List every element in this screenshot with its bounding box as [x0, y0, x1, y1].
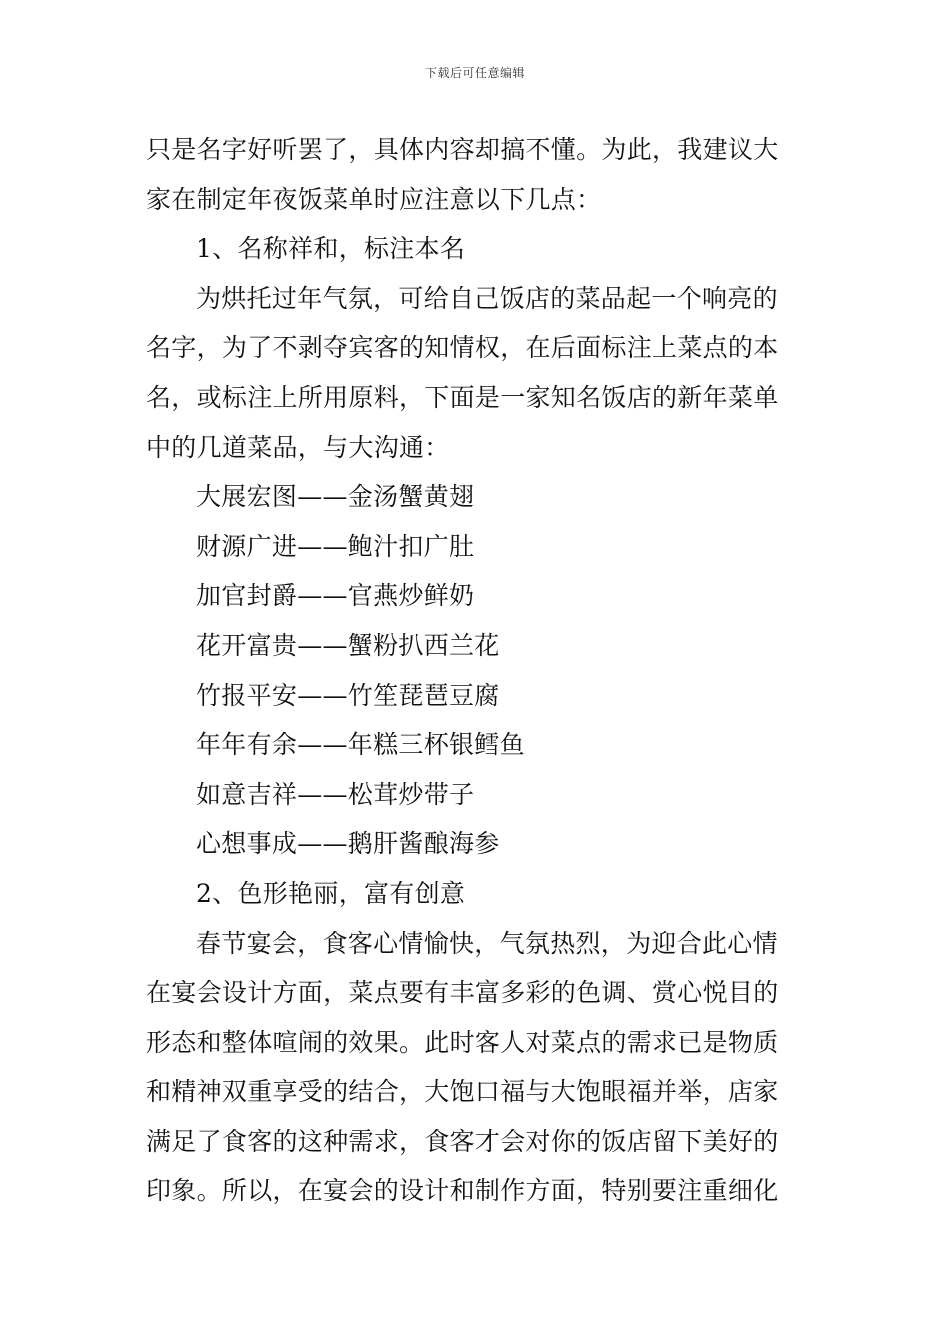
menu-item: 竹报平安——竹笙琵琶豆腐	[196, 680, 500, 710]
body-text	[146, 125, 808, 1216]
paragraph-line: 名字，为了不剥夺宾客的知情权，在后面标注上菜点的本	[146, 333, 779, 363]
paragraph-line: 中的几道菜品，与大沟通：	[146, 432, 450, 462]
menu-item: 加官封爵——官燕炒鲜奶	[196, 581, 475, 611]
paragraph-line: 家在制定年夜饭菜单时应注意以下几点：	[146, 184, 602, 214]
menu-item: 花开富贵——蟹粉扒西兰花	[196, 630, 500, 660]
paragraph-line: 春节宴会，食客心情愉快，气氛热烈，为迎合此心情	[196, 928, 778, 958]
section-heading: 2、色形艳丽，富有创意	[196, 878, 466, 908]
paragraph-line: 只是名字好听罢了，具体内容却搞不懂。为此，我建议大	[146, 135, 779, 164]
paragraph-line: 名，或标注上所用原料，下面是一家知名饭店的新年菜单	[146, 382, 779, 412]
paragraph-line: 在宴会设计方面，菜点要有丰富多彩的色调、赏心悦目的	[146, 978, 779, 1008]
menu-item: 心想事成——鹅肝酱酿海参	[196, 829, 500, 859]
section-heading: 1、名称祥和，标注本名	[196, 234, 466, 264]
menu-item: 如意吉祥——松茸炒带子	[196, 779, 475, 809]
menu-item: 年年有余——年糕三杯银鳕鱼	[196, 730, 525, 760]
paragraph-line: 印象。所以，在宴会的设计和制作方面，特别要注重细化	[146, 1176, 779, 1206]
menu-item: 大展宏图——金汤蟹黄翅	[196, 482, 475, 512]
page-header: 下载后可任意编辑	[424, 66, 525, 80]
paragraph-line: 满足了食客的这种需求，食客才会对你的饭店留下美好的	[146, 1126, 779, 1156]
paragraph-line: 和精神双重享受的结合，大饱口福与大饱眼福并举，店家	[146, 1077, 779, 1107]
paragraph-line: 形态和整体喧闹的效果。此时客人对菜点的需求已是物质	[146, 1027, 779, 1057]
paragraph-line: 为烘托过年气氛，可给自己饭店的菜品起一个响亮的	[196, 283, 778, 313]
menu-item: 财源广进——鲍汁扣广肚	[196, 531, 475, 561]
